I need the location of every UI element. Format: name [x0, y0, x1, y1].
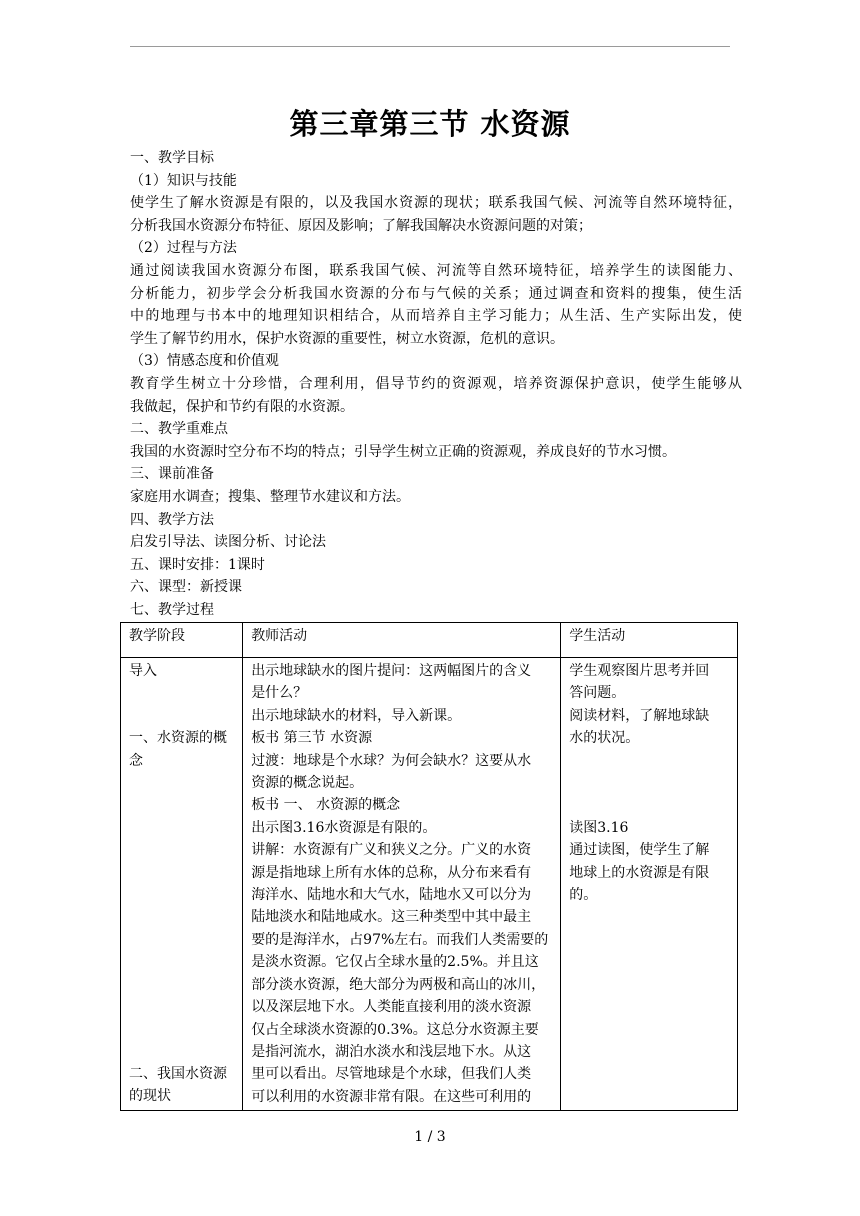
page-title: 第三章第三节 水资源 [289, 107, 571, 141]
teacher-line: 是指河流水，湖泊水淡水和浅层地下水。从这 [251, 1043, 532, 1060]
teacher-line: 陆地淡水和陆地咸水。这三种类型中其中最主 [251, 909, 532, 926]
subsection-heading: （3）情感态度和价值观 [130, 353, 279, 370]
student-activity-cell [561, 658, 738, 1111]
section-heading: 四、教学方法 [130, 511, 214, 528]
teacher-line: 是什么？ [251, 685, 308, 702]
stage-cell [121, 658, 243, 1111]
header-cell-stage: 教学阶段 [121, 623, 243, 658]
section-heading: 三、课前准备 [130, 466, 214, 483]
header-rule [130, 46, 730, 47]
teacher-line: 过渡：地球是个水球？为何会缺水？这要从水 [251, 752, 532, 769]
teaching-process-table [120, 622, 738, 1111]
teacher-line: 板书 一、 水资源的概念 [251, 797, 401, 814]
paragraph-line: 通过阅读我国水资源分布图，联系我国气候、河流等自然环境特征，培养学生的读图能力、 [130, 262, 742, 279]
subsection-heading: （2）过程与方法 [130, 240, 237, 257]
section-heading: 七、教学过程 [130, 601, 214, 618]
teacher-line: 是淡水资源。它仅占全球水量的2.5%。并且这 [251, 954, 539, 971]
teacher-line: 资源的概念说起。 [251, 775, 364, 792]
stage-label: 一、水资源的概 [129, 730, 227, 747]
stage-label: 导入 [129, 663, 157, 679]
paragraph-line: 教育学生树立十分珍惜，合理利用，倡导节约的资源观，培养资源保护意识，使学生能够从 [130, 375, 742, 392]
teacher-line: 要的是海洋水，占97%左右。而我们人类需要的 [251, 931, 549, 948]
teacher-line: 可以利用的水资源非常有限。在这些可利用的 [251, 1088, 532, 1105]
student-line: 答问题。 [569, 685, 626, 702]
student-line: 读图3.16 [569, 819, 629, 836]
teacher-line: 源是指地球上所有水体的总称，从分布来看有 [251, 864, 532, 881]
paragraph-line: 使学生了解水资源是有限的，以及我国水资源的现状；联系我国气候、河流等自然环境特征， [130, 195, 742, 212]
teacher-line: 里可以看出。尽管地球是个水球，但我们人类 [251, 1066, 532, 1083]
paragraph-line: 我做起，保护和节约有限的水资源。 [130, 398, 354, 415]
document-body [130, 147, 742, 621]
section-heading: 五、课时安排：1课时 [130, 556, 265, 573]
section-heading: 一、教学目标 [130, 150, 214, 166]
teacher-line: 板书 第三节 水资源 [251, 730, 373, 747]
student-line: 的。 [569, 887, 598, 904]
student-line: 地球上的水资源是有限 [569, 864, 710, 881]
section-heading: 二、教学重难点 [130, 421, 228, 438]
student-line: 通过读图，使学生了解 [569, 842, 710, 859]
teacher-line: 海洋水、陆地水和大气水，陆地水又可以分为 [251, 887, 532, 904]
paragraph-line: 启发引导法、读图分析、讨论法 [130, 534, 326, 551]
teacher-activity-cell [243, 658, 561, 1111]
teacher-line: 仅占全球淡水资源的0.3%。这总分水资源主要 [251, 1021, 539, 1038]
teacher-line: 出示地球缺水的图片提问：这两幅图片的含义 [251, 663, 532, 679]
paragraph-line: 分析能力，初步学会分析我国水资源的分布与气候的关系；通过调查和资料的搜集，使生活 [130, 285, 742, 302]
table-header-row [121, 623, 738, 658]
stage-label: 二、我国水资源 [129, 1066, 227, 1083]
teacher-line: 讲解：水资源有广义和狭义之分。广义的水资 [251, 842, 532, 859]
student-line: 阅读材料，了解地球缺 [569, 707, 710, 724]
paragraph-line: 我国的水资源时空分布不均的特点；引导学生树立正确的资源观，养成良好的节水习惯。 [130, 443, 676, 460]
paragraph-line: 学生了解节约用水，保护水资源的重要性，树立水资源，危机的意识。 [130, 330, 564, 347]
student-line: 学生观察图片思考并回 [569, 663, 710, 679]
page-number: 1 / 3 [414, 1129, 446, 1145]
paragraph-line: 分析我国水资源分布特征、原因及影响；了解我国解决水资源问题的对策； [130, 217, 592, 234]
paragraph-line: 中的地理与书本中的地理知识相结合，从而培养自主学习能力；从生活、生产实际出发，使 [130, 308, 742, 325]
table-row [121, 658, 738, 1111]
subsection-heading: （1）知识与技能 [130, 172, 237, 189]
stage-label: 的现状 [129, 1088, 171, 1105]
student-line: 水的状况。 [569, 730, 640, 747]
paragraph-line: 家庭用水调查；搜集、整理节水建议和方法。 [130, 488, 410, 505]
teacher-line: 出示地球缺水的材料，导入新课。 [251, 707, 462, 724]
teacher-line: 以及深层地下水。人类能直接利用的淡水资源 [251, 999, 532, 1016]
header-cell-teacher: 教师活动 [243, 623, 561, 658]
teacher-line: 出示图3.16水资源是有限的。 [251, 819, 437, 836]
teacher-line: 部分淡水资源，绝大部分为两极和高山的冰川， [251, 976, 546, 993]
header-cell-student: 学生活动 [561, 623, 738, 658]
stage-label: 念 [129, 752, 143, 769]
section-heading: 六、课型：新授课 [130, 579, 242, 596]
